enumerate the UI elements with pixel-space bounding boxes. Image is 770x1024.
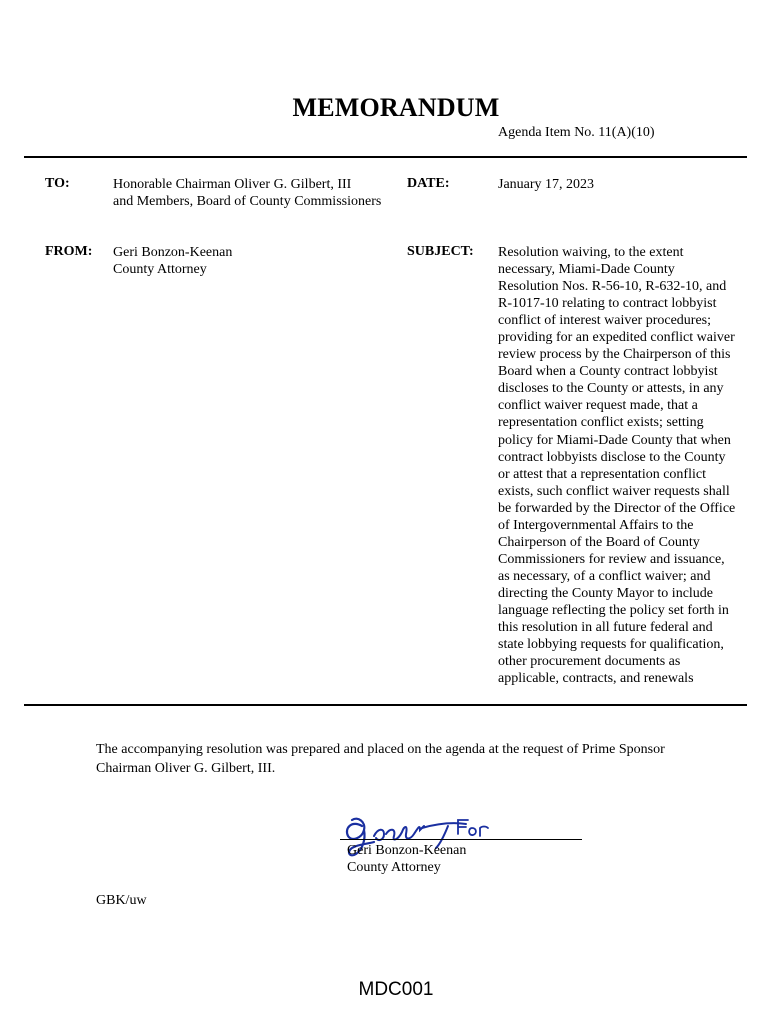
subject-line: conflict of interest waiver procedures; bbox=[498, 313, 712, 329]
subject-line: other procurement documents as bbox=[498, 654, 681, 670]
page-footer-code: MDC001 bbox=[358, 979, 434, 1000]
subject-line: be forwarded by the Director of the Office bbox=[498, 500, 736, 516]
bottom-divider bbox=[24, 704, 747, 706]
subject-line: necessary, Miami-Dade County bbox=[498, 262, 675, 278]
from-name: Geri Bonzon-Keenan bbox=[113, 245, 233, 260]
subject-line: Board when a County contract lobbyist bbox=[498, 364, 718, 380]
subject-line: Resolution waiving, to the extent bbox=[498, 245, 684, 260]
body-line: The accompanying resolution was prepared and placed on the agenda at the request of Prime Sponsor bbox=[96, 742, 665, 757]
subject-line: as necessary, of a conflict waiver; and bbox=[498, 568, 711, 584]
subject-line: state lobbying requests for qualification, bbox=[498, 637, 724, 653]
subject-text bbox=[498, 244, 750, 687]
subject-line: or attest that a representation conflict bbox=[498, 466, 706, 482]
subject-line: review process by the Chairperson of this bbox=[498, 347, 731, 363]
subject-line: Resolution Nos. R-56-10, R-632-10, and bbox=[498, 279, 727, 295]
date-label: DATE: bbox=[407, 176, 450, 191]
memo-title: MEMORANDUM bbox=[292, 93, 500, 122]
subject-line: this resolution in all future federal and bbox=[498, 620, 713, 636]
date-value: January 17, 2023 bbox=[498, 177, 595, 192]
subject-line: directing the County Mayor to include bbox=[498, 585, 714, 601]
subject-line: policy for Miami-Dade County that when bbox=[498, 432, 731, 448]
subject-label: SUBJECT: bbox=[407, 244, 474, 259]
subject-line: providing for an expedited conflict waiver bbox=[498, 330, 735, 346]
signatory-title: County Attorney bbox=[347, 860, 441, 875]
subject-line: R-1017-10 relating to contract lobbyist bbox=[498, 296, 717, 312]
agenda-item-number: Agenda Item No. 11(A)(10) bbox=[498, 125, 655, 140]
body-line: Chairman Oliver G. Gilbert, III. bbox=[96, 761, 276, 776]
signature-line bbox=[340, 839, 582, 840]
subject-line: Commissioners for review and issuance, bbox=[498, 551, 725, 567]
subject-line: Chairperson of the Board of County bbox=[498, 534, 700, 550]
subject-line: contract lobbyists disclose to the County bbox=[498, 449, 726, 465]
signatory-name: Geri Bonzon-Keenan bbox=[347, 843, 467, 858]
from-title: County Attorney bbox=[113, 262, 207, 277]
subject-line: representation conflict exists; setting bbox=[498, 415, 704, 431]
subject-line: conflict waiver request made, that a bbox=[498, 398, 698, 414]
to-recipient-line-1: Honorable Chairman Oliver G. Gilbert, III bbox=[113, 177, 352, 192]
typist-initials: GBK/uw bbox=[96, 893, 147, 908]
subject-line: language reflecting the policy set forth in bbox=[498, 602, 729, 618]
subject-line: exists, such conflict waiver requests shall bbox=[498, 483, 730, 499]
top-divider bbox=[24, 156, 747, 158]
to-label: TO: bbox=[45, 176, 70, 191]
from-label: FROM: bbox=[45, 244, 93, 259]
subject-line: applicable, contracts, and renewals bbox=[498, 671, 694, 687]
body-paragraph bbox=[96, 740, 716, 778]
to-recipient-line-2: and Members, Board of County Commissioners bbox=[113, 194, 382, 209]
subject-line: discloses to the County or attests, in any bbox=[498, 381, 724, 397]
subject-line: of Intergovernmental Affairs to the bbox=[498, 517, 694, 533]
